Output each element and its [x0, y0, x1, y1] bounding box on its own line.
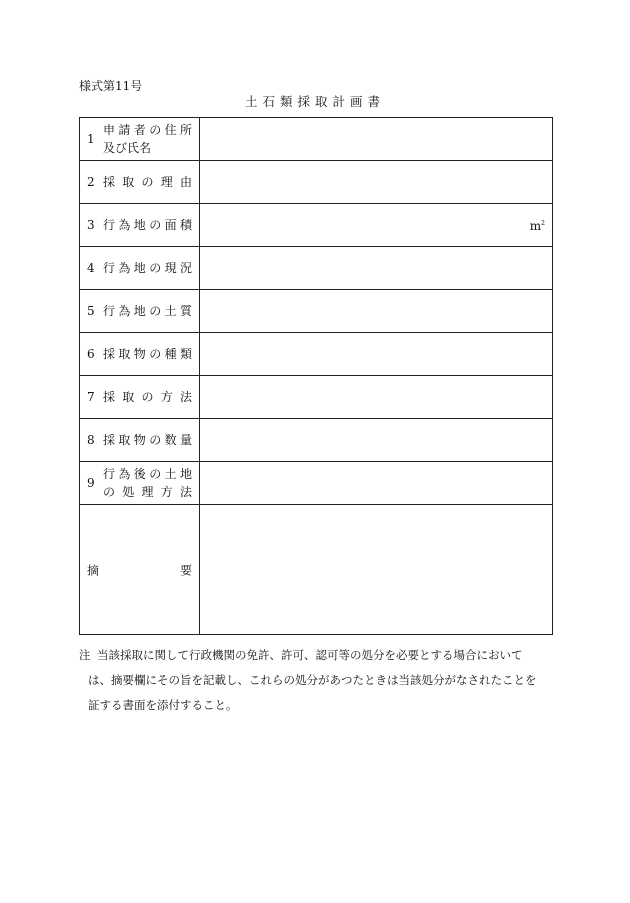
row-label-cell — [80, 204, 200, 247]
row-label-line: 採取の方法 — [103, 390, 192, 404]
row-label-line: 行為後の土地 — [103, 467, 192, 481]
row-label-cell — [80, 376, 200, 419]
row-label — [103, 173, 192, 191]
form-row-quantity — [80, 419, 553, 462]
form-row-remarks — [80, 505, 553, 635]
row-number: 1 — [87, 132, 95, 146]
row-label-cell — [80, 161, 200, 204]
area-field[interactable] — [200, 204, 553, 247]
row-label — [103, 216, 192, 234]
unit-exponent: 2 — [541, 220, 545, 227]
row-number: 3 — [87, 218, 95, 232]
row-label-line: 採取物の種類 — [103, 347, 192, 361]
row-label — [103, 345, 192, 363]
note-line — [79, 693, 552, 718]
row-label-cell — [80, 118, 200, 161]
unit-base: m — [529, 219, 542, 233]
note-line — [79, 668, 552, 693]
note-section — [79, 643, 552, 718]
remarks-label-cell — [80, 505, 200, 635]
row-label — [103, 388, 192, 406]
square-meter-unit — [530, 218, 545, 232]
row-number: 5 — [87, 304, 95, 318]
row-number: 9 — [87, 476, 95, 490]
note-text: 当該採取に関して行政機関の免許、許可、認可等の処分を必要とする場合において — [97, 648, 523, 662]
form-row-current-state — [80, 247, 553, 290]
row-number: 7 — [87, 390, 95, 404]
row-label-cell — [80, 290, 200, 333]
row-label-cell — [80, 419, 200, 462]
row-label-line: 申請者の住所 — [103, 123, 192, 137]
row-label-line: 行為地の面積 — [103, 218, 192, 232]
note-text: 証する書面を添付すること。 — [88, 698, 238, 712]
note-text: は、摘要欄にその旨を記載し、これらの処分があつたときは当該処分がなされたことを — [88, 673, 537, 687]
row-label — [103, 259, 192, 277]
row-label-line: 採取の理由 — [103, 175, 192, 189]
land-disposal-method-field[interactable] — [200, 462, 553, 505]
row-number: 8 — [87, 433, 95, 447]
row-label-line: 行為地の土質 — [103, 304, 192, 318]
form-number: 様式第11号 — [79, 79, 143, 93]
row-label — [103, 465, 192, 501]
row-label — [103, 302, 192, 320]
row-label-line: 及び氏名 — [103, 141, 152, 155]
row-label — [103, 121, 192, 157]
row-label — [103, 431, 192, 449]
row-number: 2 — [87, 175, 95, 189]
form-row-soil — [80, 290, 553, 333]
application-form-table — [79, 117, 553, 635]
form-row-reason — [80, 161, 553, 204]
form-row-material-type — [80, 333, 553, 376]
method-field[interactable] — [200, 376, 553, 419]
soil-quality-field[interactable] — [200, 290, 553, 333]
remarks-field[interactable] — [200, 505, 553, 635]
document-title: 土石類採取計画書 — [244, 94, 385, 109]
row-number: 4 — [87, 261, 95, 275]
row-label-cell — [80, 462, 200, 505]
row-label-line: 行為地の現況 — [103, 261, 192, 275]
form-row-land-disposal — [80, 462, 553, 505]
form-row-area — [80, 204, 553, 247]
form-row-applicant — [80, 118, 553, 161]
remarks-label-right: 要 — [179, 563, 192, 577]
row-number: 6 — [87, 347, 95, 361]
row-label-line: の処理方法 — [103, 485, 192, 499]
material-type-field[interactable] — [200, 333, 553, 376]
current-state-field[interactable] — [200, 247, 553, 290]
row-label-cell — [80, 247, 200, 290]
row-label-line: 採取物の数量 — [103, 433, 192, 447]
note-marker: 注 — [79, 648, 91, 662]
reason-field[interactable] — [200, 161, 553, 204]
note-line — [79, 643, 552, 668]
applicant-address-name-field[interactable] — [200, 118, 553, 161]
quantity-field[interactable] — [200, 419, 553, 462]
row-label-cell — [80, 333, 200, 376]
form-row-method — [80, 376, 553, 419]
remarks-label-left: 摘 — [87, 563, 100, 577]
